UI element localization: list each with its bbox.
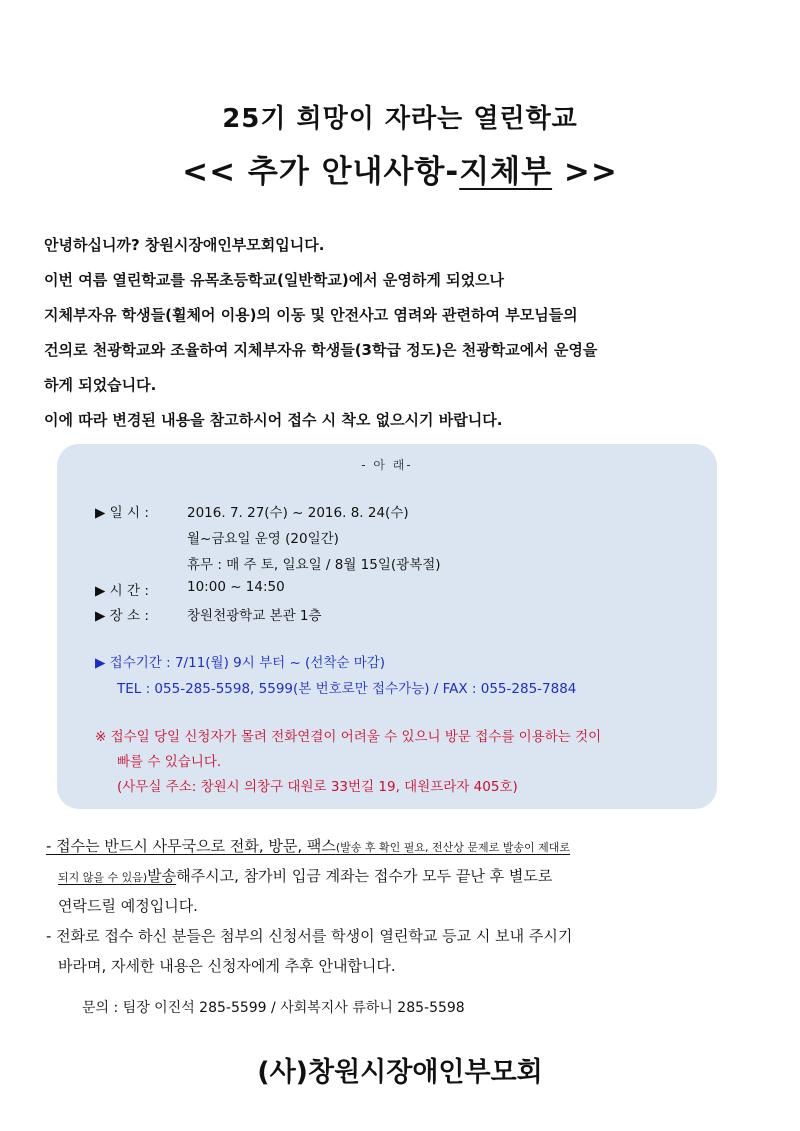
note-line: 연락드릴 예정입니다. — [58, 897, 198, 915]
date-label: ▶ 일 시 : — [95, 505, 149, 521]
place-value: 창원천광학교 본관 1층 — [187, 608, 322, 624]
note-line: 바라며, 자세한 내용은 신청자에게 추후 안내합니다. — [58, 957, 396, 975]
note-small: (발송 후 확인 필요, 전산상 문제로 발송이 제대로 — [335, 841, 571, 854]
intro-line: 지체부자유 학생들(휠체어 이용)의 이동 및 안전사고 염려와 관련하여 부모님들의 — [44, 306, 578, 324]
subtitle-prefix: << 추가 안내사항- — [182, 154, 460, 190]
note-small: 되지 않을 수 있음) — [58, 871, 148, 884]
note-emphasis: - 접수는 반드시 사무국으로 전화, 방문, 팩스 — [46, 837, 336, 855]
warning-line: ※ 접수일 당일 신청자가 몰려 전화연결이 어려울 수 있으니 방문 접수를 이용하는 것이 — [95, 729, 602, 745]
date-value: 2016. 7. 27(수) ~ 2016. 8. 24(수) — [187, 505, 409, 521]
details-box — [57, 444, 717, 809]
notes-section — [46, 834, 746, 984]
date-sub-operation: 월~금요일 운영 (20일간) — [187, 531, 339, 547]
time-value: 10:00 ~ 14:50 — [187, 579, 285, 595]
date-sub-holiday: 휴무 : 매 주 토, 일요일 / 8월 15일(광복절) — [187, 557, 441, 573]
subtitle-suffix: >> — [552, 154, 618, 190]
note-line — [46, 864, 746, 894]
intro-line: 하게 되었습니다. — [44, 376, 157, 394]
intro-line: 이에 따라 변경된 내용을 참고하시어 접수 시 착오 없으시기 바랍니다. — [44, 411, 503, 429]
note-emphasis: 발송 — [147, 867, 177, 885]
intro-paragraph — [44, 232, 764, 442]
subtitle-underlined: 지체부 — [459, 154, 553, 190]
note-text: 해주시고, 참가비 입금 계좌는 접수가 모두 끝난 후 별도로 — [176, 867, 553, 885]
details-heading: - 아 래- — [361, 458, 413, 472]
office-address: (사무실 주소: 창원시 의창구 대원로 33번길 19, 대원프라자 405호) — [117, 779, 518, 795]
registration-period: ▶ 접수기간 : 7/11(월) 9시 부터 ~ (선착순 마감) — [95, 655, 386, 671]
intro-line: 안녕하십니까? 창원시장애인부모회입니다. — [44, 236, 325, 254]
page-title: 25기 희망이 자라는 열린학교 — [222, 104, 578, 134]
page-subtitle — [0, 146, 800, 191]
contact-info: 문의 : 팀장 이진석 285-5599 / 사회복지사 류하니 285-5598 — [82, 1000, 465, 1016]
organization-name: (사)창원시장애인부모회 — [257, 1057, 543, 1088]
intro-line: 건의로 천광학교와 조율하여 지체부자유 학생들(3학급 정도)은 천광학교에서 운영을 — [44, 341, 598, 359]
note-line: - 전화로 접수 하신 분들은 첨부의 신청서를 학생이 열린학교 등교 시 보내 주시기 — [46, 927, 573, 945]
time-label: ▶ 시 간 : — [95, 583, 149, 599]
note-line — [46, 834, 746, 864]
intro-line: 이번 여름 열린학교를 유목초등학교(일반학교)에서 운영하게 되었으나 — [44, 271, 505, 289]
contact-numbers: TEL : 055-285-5598, 5599(본 번호로만 접수가능) / FAX : 055-285-7884 — [117, 681, 577, 697]
place-label: ▶ 장 소 : — [95, 608, 149, 624]
warning-line: 빠를 수 있습니다. — [117, 754, 222, 770]
